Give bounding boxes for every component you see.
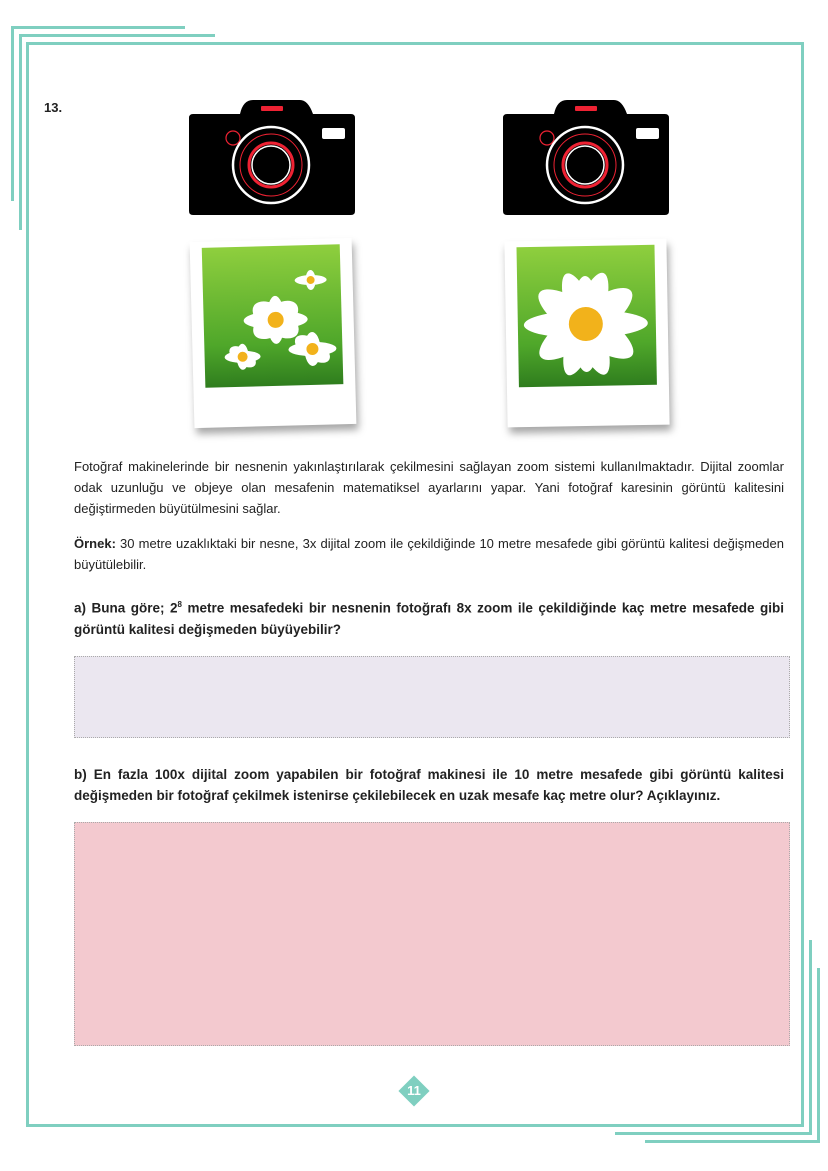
frame-line [26,42,804,45]
frame-line [615,1132,811,1135]
frame-line [817,968,820,1143]
camera-icon [502,100,670,216]
question-a [74,594,784,640]
frame-line [19,34,22,230]
frame-line [11,26,14,201]
frame-line [26,1124,804,1127]
page-number: 11 [407,1083,421,1098]
answer-box-b[interactable] [74,822,790,1046]
frame-line [801,42,804,1126]
photo-daisy-zoomed [504,239,669,428]
intro-paragraph: Fotoğraf makinelerinde bir nesnenin yakınlaştırılarak çekilmesini sağlayan zoom sistemi kullanılmaktadır. Dijital zoomlar odak uzunluğu ve objeye olan mesafenin matematiksel ayarlarını yapar. Yani fotoğraf karesinin görüntü kalitesini değiştirmeden büyütülmesini sağlar. [74,459,784,516]
question-a-prefix: a) Buna göre; 2 [74,600,178,616]
answer-box-a[interactable] [74,656,790,738]
question-a-suffix: metre mesafedeki bir nesnenin fotoğrafı 8x zoom ile çekildiğinde kaç metre mesafede gibi görüntü kalitesi değişmeden büyüyebilir? [74,600,784,637]
frame-line [809,940,812,1135]
photo-daisies-far [190,238,357,428]
frame-line [26,42,29,1126]
example-text: 30 metre uzaklıktaki bir nesne, 3x dijital zoom ile çekildiğinde 10 metre mesafede gibi görüntü kalitesi değişmeden büyütülebilir. [74,536,784,572]
example-label: Örnek: [74,536,116,551]
example-paragraph [74,533,784,575]
frame-line [645,1140,819,1143]
frame-line [19,34,215,37]
question-b: b) En fazla 100x dijital zoom yapabilen bir fotoğraf makinesi ile 10 metre mesafede gibi görüntü kalitesi değişmeden bir fotoğraf çekilmek istenirse çekilebilecek en uzak mesafe kaç metre olur? Açıklayınız. [74,767,784,803]
camera-icon [188,100,356,216]
page-number-badge [398,1075,430,1107]
exponent: 8 [177,600,182,609]
question-number: 13. [44,100,63,115]
frame-line [11,26,185,29]
